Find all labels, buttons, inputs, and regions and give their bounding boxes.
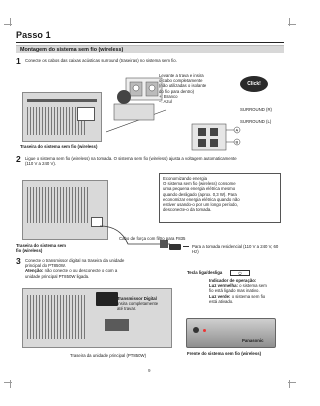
transmitter-label: Transmissor Digital — [117, 296, 157, 301]
callout-a — [117, 90, 131, 104]
step3-text: Conecte o transmissor digital na traseira da unidade principal do PT850W. Atenção: não conecte o ou desconecte o com a unidade principal PT850W ligada. — [25, 258, 125, 279]
vent-grille — [27, 187, 89, 223]
click-callout: Click! — [240, 76, 268, 92]
indicator-note: Indicador de operação: Luz vermelha: o sistema sem fio está ligado mas inativo. Luz verde: o sistema sem fio está ativado. — [209, 278, 267, 304]
crop-mark — [288, 24, 296, 25]
energy-saving-note: Economizando energia O sistema sem fio (wireless) consome uma pequena energia elétrica mesmo quando desligado (aprox. 0,3 W). Para economizar energia elétrica quando não estiver usando-o por um longo período, desconecte-o da tomada. — [159, 173, 281, 223]
title-rule — [16, 42, 284, 43]
power-cord-diagram — [100, 220, 180, 250]
manual-page — [16, 30, 284, 378]
section-title: Montagem do sistema sem fio (wireless) — [20, 46, 124, 53]
wireless-rear-panel — [22, 92, 102, 142]
crop-mark — [4, 24, 12, 25]
section-header — [16, 45, 284, 53]
brand-logo: Panasonic — [242, 338, 264, 343]
figure-caption: Frente do sistema sem fio (wireless) — [187, 351, 262, 356]
svg-text:A: A — [235, 127, 239, 133]
vent-grille — [27, 295, 87, 339]
outlet-label: Para a tomada residencial (110 V a 240 V, 60 Hz) — [192, 244, 279, 255]
power-button — [193, 327, 199, 333]
step1-text: Conecte os cabos das caixas acústicas surround (traseiras) no sistema sem fio. — [25, 58, 177, 63]
power-key-icon: ⏻ — [230, 270, 250, 276]
surround-right-label: SURROUND (R) — [240, 107, 272, 112]
figure-caption: Traseira do sistema sem fio (wireless) — [16, 243, 66, 254]
step-number: 2 — [16, 154, 21, 164]
step-number: 3 — [16, 256, 21, 266]
figure-caption: Traseira da unidade principal (PT850W) — [70, 353, 147, 358]
figure-caption: Traseira do sistema sem fio (wireless) — [20, 144, 98, 149]
svg-text:B: B — [235, 139, 239, 145]
step-number: 1 — [16, 56, 21, 66]
page-number: 9 — [148, 368, 151, 373]
step2-text: Ligue o sistema sem fio (wireless) na tomada. O sistema sem fio (wireless) ajusta a voltagem automaticamente (110 V a 240 V). — [25, 156, 237, 167]
cable-note: Levante a trava e insira o cabo completamente (não utilizadas o isolante do fio para dentro) +: Branco –: Azul — [159, 73, 207, 105]
crop-mark — [288, 382, 296, 383]
power-cord-label: Cabo de força com filtro para F835 — [119, 236, 186, 241]
surround-left-label: SURROUND (L) — [240, 119, 272, 124]
ac-plug-icon — [169, 244, 181, 250]
speaker-terminal — [77, 107, 95, 121]
transmitter-sub: Insira completamente até travar. — [117, 301, 159, 312]
wireless-front-unit — [186, 318, 276, 348]
digital-transmitter — [96, 292, 118, 306]
transmitter-slot — [105, 319, 129, 331]
crop-mark — [4, 382, 12, 383]
power-key-label: Tecla liga/desliga — [187, 270, 223, 275]
indicator-led — [203, 329, 206, 332]
wireless-rear-panel — [22, 180, 108, 240]
page-title: Passo 1 — [16, 30, 51, 40]
arrow-icon — [183, 246, 189, 247]
